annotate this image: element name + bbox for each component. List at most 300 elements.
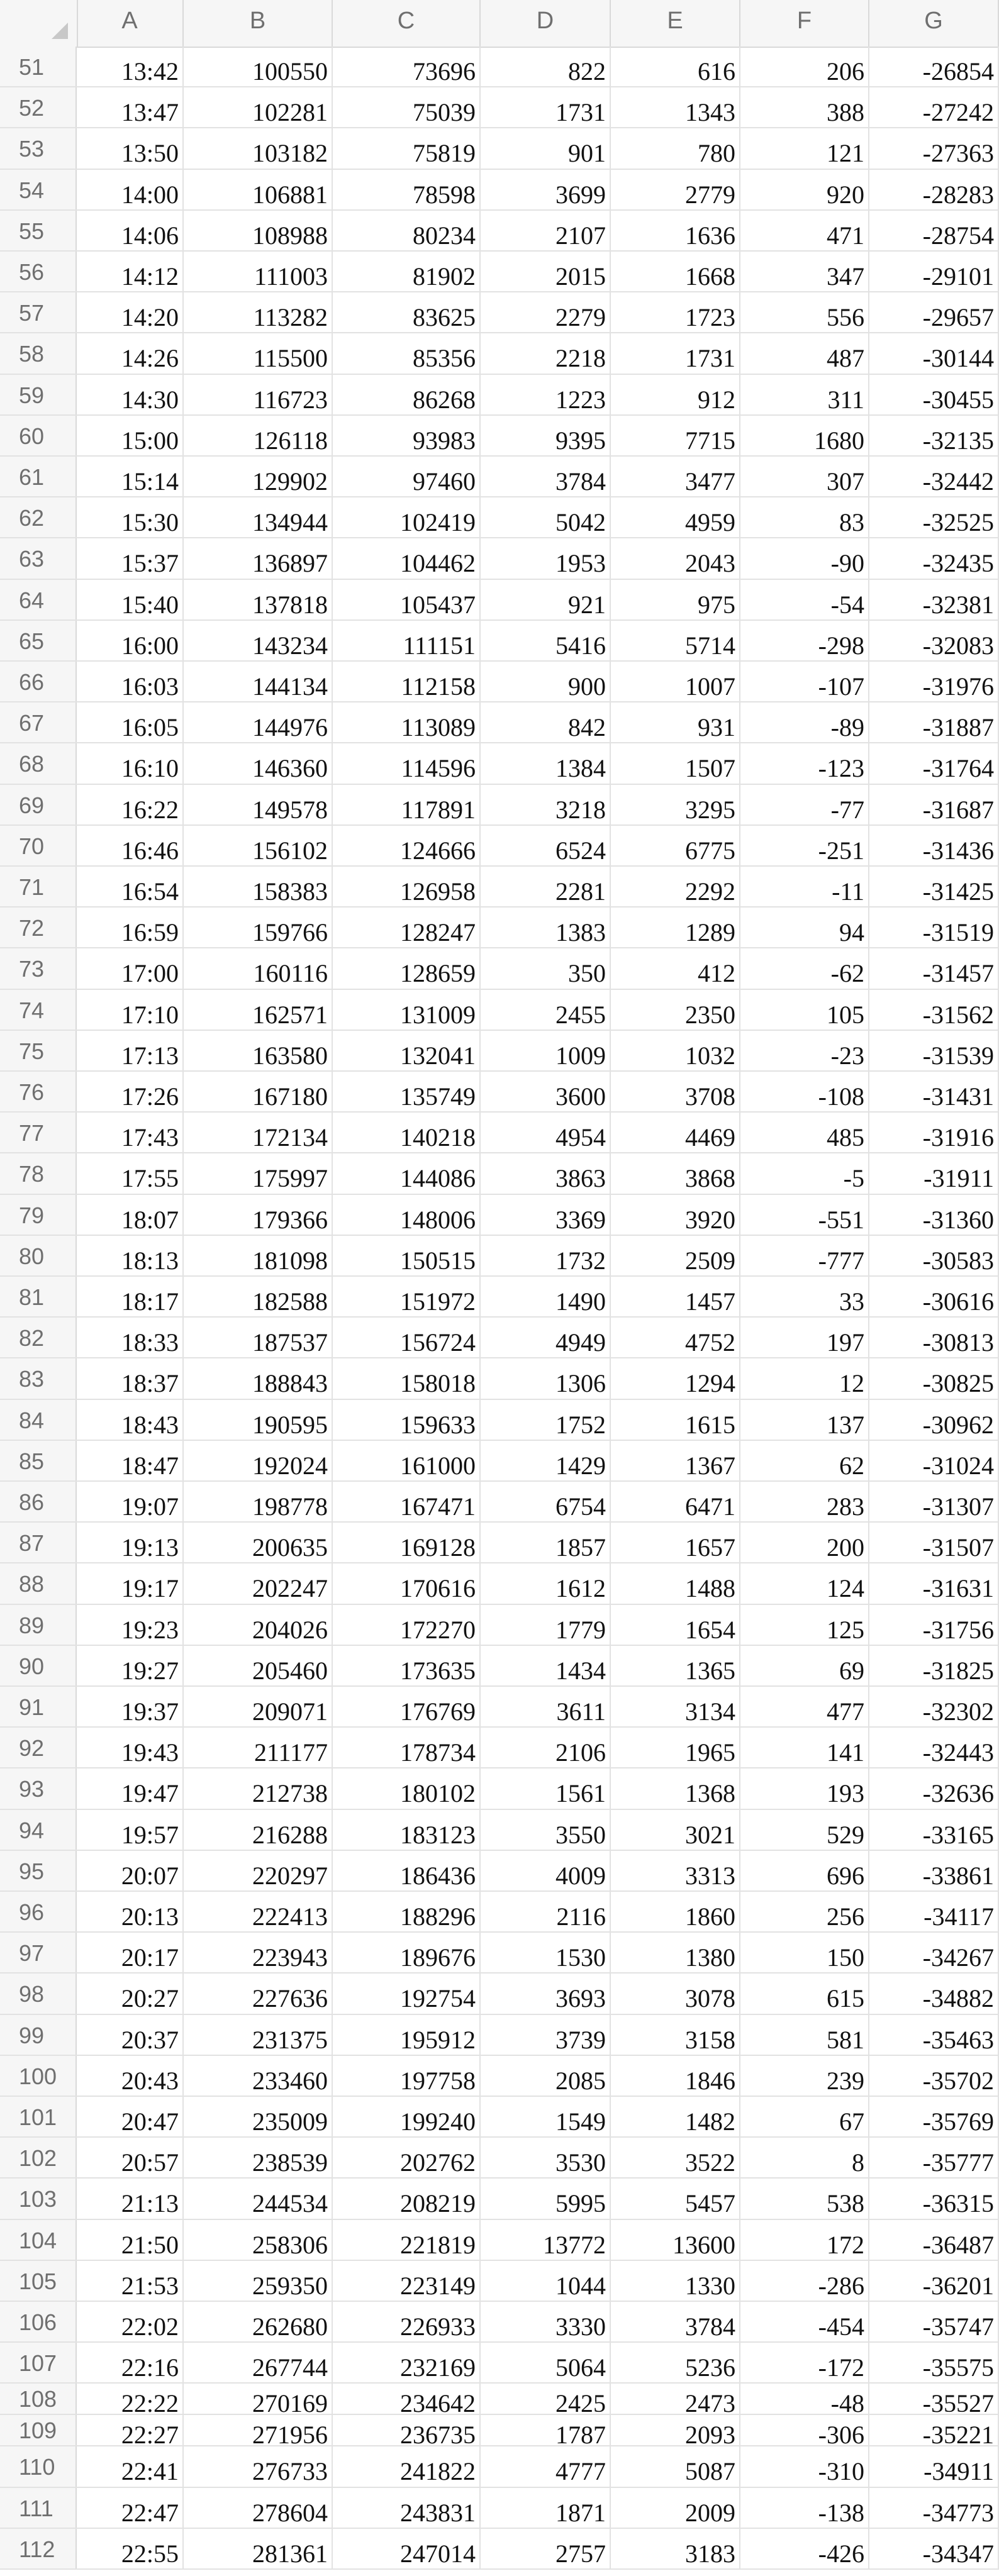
- cell-f[interactable]: -286: [740, 2261, 869, 2301]
- cell-g[interactable]: -31519: [869, 908, 999, 947]
- cell-b[interactable]: 137818: [184, 580, 333, 619]
- cell-d[interactable]: 3550: [481, 1810, 611, 1850]
- cell-e[interactable]: 5087: [611, 2446, 740, 2486]
- row-number[interactable]: 100: [0, 2056, 77, 2096]
- cell-c[interactable]: 73696: [333, 47, 481, 86]
- cell-c[interactable]: 111151: [333, 621, 481, 660]
- cell-f[interactable]: 538: [740, 2179, 869, 2218]
- cell-b[interactable]: 111003: [184, 252, 333, 291]
- cell-g[interactable]: -35702: [869, 2056, 999, 2096]
- row-number[interactable]: 90: [0, 1646, 77, 1685]
- cell-e[interactable]: 4469: [611, 1113, 740, 1152]
- cell-a[interactable]: 16:00: [77, 621, 184, 660]
- cell-b[interactable]: 270169: [184, 2384, 333, 2414]
- cell-d[interactable]: 1561: [481, 1768, 611, 1808]
- cell-a[interactable]: 16:59: [77, 908, 184, 947]
- cell-d[interactable]: 1612: [481, 1563, 611, 1603]
- cell-d[interactable]: 900: [481, 662, 611, 701]
- row-number[interactable]: 60: [0, 416, 77, 455]
- cell-d[interactable]: 350: [481, 948, 611, 988]
- cell-e[interactable]: 3522: [611, 2138, 740, 2177]
- cell-b[interactable]: 143234: [184, 621, 333, 660]
- cell-e[interactable]: 780: [611, 128, 740, 168]
- cell-c[interactable]: 75039: [333, 87, 481, 127]
- row-number[interactable]: 91: [0, 1687, 77, 1726]
- cell-a[interactable]: 20:13: [77, 1892, 184, 1931]
- cell-f[interactable]: 33: [740, 1277, 869, 1316]
- cell-c[interactable]: 172270: [333, 1605, 481, 1645]
- cell-d[interactable]: 842: [481, 702, 611, 742]
- cell-d[interactable]: 3530: [481, 2138, 611, 2177]
- cell-g[interactable]: -31539: [869, 1031, 999, 1070]
- cell-d[interactable]: 5995: [481, 2179, 611, 2218]
- cell-c[interactable]: 75819: [333, 128, 481, 168]
- cell-g[interactable]: -30583: [869, 1236, 999, 1275]
- cell-e[interactable]: 4959: [611, 497, 740, 537]
- cell-g[interactable]: -30813: [869, 1318, 999, 1357]
- cell-g[interactable]: -35527: [869, 2384, 999, 2414]
- row-number[interactable]: 72: [0, 908, 77, 947]
- cell-g[interactable]: -31916: [869, 1113, 999, 1152]
- cell-a[interactable]: 18:47: [77, 1441, 184, 1480]
- cell-c[interactable]: 150515: [333, 1236, 481, 1275]
- cell-c[interactable]: 113089: [333, 702, 481, 742]
- cell-c[interactable]: 117891: [333, 785, 481, 824]
- cell-f[interactable]: 172: [740, 2220, 869, 2260]
- cell-a[interactable]: 17:10: [77, 990, 184, 1030]
- cell-b[interactable]: 222413: [184, 1892, 333, 1931]
- cell-b[interactable]: 205460: [184, 1646, 333, 1685]
- cell-e[interactable]: 2093: [611, 2415, 740, 2445]
- cell-a[interactable]: 16:03: [77, 662, 184, 701]
- cell-a[interactable]: 14:20: [77, 292, 184, 332]
- cell-d[interactable]: 3699: [481, 170, 611, 209]
- cell-f[interactable]: -172: [740, 2343, 869, 2382]
- cell-g[interactable]: -34911: [869, 2446, 999, 2486]
- cell-c[interactable]: 195912: [333, 2015, 481, 2055]
- cell-b[interactable]: 211177: [184, 1728, 333, 1767]
- cell-c[interactable]: 124666: [333, 826, 481, 865]
- cell-b[interactable]: 160116: [184, 948, 333, 988]
- cell-c[interactable]: 226933: [333, 2302, 481, 2341]
- row-number[interactable]: 93: [0, 1768, 77, 1808]
- cell-a[interactable]: 14:30: [77, 375, 184, 414]
- cell-f[interactable]: 581: [740, 2015, 869, 2055]
- cell-c[interactable]: 173635: [333, 1646, 481, 1685]
- column-header-a[interactable]: A: [77, 0, 184, 47]
- cell-d[interactable]: 3693: [481, 1974, 611, 2013]
- row-number[interactable]: 94: [0, 1810, 77, 1850]
- cell-e[interactable]: 616: [611, 47, 740, 86]
- cell-d[interactable]: 921: [481, 580, 611, 619]
- cell-g[interactable]: -34267: [869, 1933, 999, 1972]
- cell-g[interactable]: -31431: [869, 1072, 999, 1111]
- cell-f[interactable]: 200: [740, 1523, 869, 1562]
- cell-b[interactable]: 259350: [184, 2261, 333, 2301]
- cell-d[interactable]: 5042: [481, 497, 611, 537]
- cell-d[interactable]: 2425: [481, 2384, 611, 2414]
- cell-d[interactable]: 4777: [481, 2446, 611, 2486]
- cell-f[interactable]: 12: [740, 1358, 869, 1398]
- cell-g[interactable]: -30455: [869, 375, 999, 414]
- cell-e[interactable]: 5457: [611, 2179, 740, 2218]
- cell-c[interactable]: 170616: [333, 1563, 481, 1603]
- cell-f[interactable]: -77: [740, 785, 869, 824]
- cell-f[interactable]: 239: [740, 2056, 869, 2096]
- cell-b[interactable]: 190595: [184, 1400, 333, 1440]
- cell-a[interactable]: 15:14: [77, 457, 184, 496]
- cell-d[interactable]: 1429: [481, 1441, 611, 1480]
- row-number[interactable]: 80: [0, 1236, 77, 1275]
- cell-e[interactable]: 1368: [611, 1768, 740, 1808]
- cell-e[interactable]: 1343: [611, 87, 740, 127]
- row-number[interactable]: 79: [0, 1195, 77, 1235]
- cell-c[interactable]: 105437: [333, 580, 481, 619]
- cell-b[interactable]: 209071: [184, 1687, 333, 1726]
- cell-d[interactable]: 1549: [481, 2097, 611, 2136]
- cell-f[interactable]: -251: [740, 826, 869, 865]
- cell-c[interactable]: 151972: [333, 1277, 481, 1316]
- cell-c[interactable]: 144086: [333, 1153, 481, 1193]
- select-all-triangle-icon[interactable]: [52, 23, 68, 39]
- cell-b[interactable]: 175997: [184, 1153, 333, 1193]
- cell-d[interactable]: 2106: [481, 1728, 611, 1767]
- cell-f[interactable]: 150: [740, 1933, 869, 1972]
- cell-f[interactable]: 105: [740, 990, 869, 1030]
- cell-e[interactable]: 2043: [611, 538, 740, 578]
- cell-e[interactable]: 13600: [611, 2220, 740, 2260]
- cell-a[interactable]: 19:43: [77, 1728, 184, 1767]
- row-number[interactable]: 105: [0, 2261, 77, 2301]
- cell-c[interactable]: 85356: [333, 333, 481, 373]
- row-number[interactable]: 96: [0, 1892, 77, 1931]
- cell-e[interactable]: 6775: [611, 826, 740, 865]
- cell-f[interactable]: 8: [740, 2138, 869, 2177]
- cell-f[interactable]: 256: [740, 1892, 869, 1931]
- cell-b[interactable]: 144134: [184, 662, 333, 701]
- cell-f[interactable]: -306: [740, 2415, 869, 2445]
- cell-b[interactable]: 146360: [184, 743, 333, 783]
- cell-c[interactable]: 241822: [333, 2446, 481, 2486]
- cell-b[interactable]: 192024: [184, 1441, 333, 1480]
- cell-e[interactable]: 1294: [611, 1358, 740, 1398]
- row-number[interactable]: 57: [0, 292, 77, 332]
- cell-d[interactable]: 1306: [481, 1358, 611, 1398]
- cell-d[interactable]: 4009: [481, 1851, 611, 1890]
- cell-e[interactable]: 1657: [611, 1523, 740, 1562]
- cell-f[interactable]: 283: [740, 1482, 869, 1521]
- cell-g[interactable]: -32442: [869, 457, 999, 496]
- cell-d[interactable]: 822: [481, 47, 611, 86]
- cell-b[interactable]: 262680: [184, 2302, 333, 2341]
- cell-g[interactable]: -32443: [869, 1728, 999, 1767]
- row-number[interactable]: 76: [0, 1072, 77, 1111]
- cell-f[interactable]: 347: [740, 252, 869, 291]
- cell-e[interactable]: 412: [611, 948, 740, 988]
- cell-g[interactable]: -31457: [869, 948, 999, 988]
- row-number[interactable]: 52: [0, 87, 77, 127]
- cell-d[interactable]: 1857: [481, 1523, 611, 1562]
- cell-d[interactable]: 1731: [481, 87, 611, 127]
- cell-e[interactable]: 1507: [611, 743, 740, 783]
- cell-d[interactable]: 6524: [481, 826, 611, 865]
- cell-a[interactable]: 19:47: [77, 1768, 184, 1808]
- cell-e[interactable]: 2509: [611, 1236, 740, 1275]
- row-number[interactable]: 87: [0, 1523, 77, 1562]
- cell-b[interactable]: 144976: [184, 702, 333, 742]
- cell-e[interactable]: 3134: [611, 1687, 740, 1726]
- cell-a[interactable]: 17:13: [77, 1031, 184, 1070]
- cell-e[interactable]: 1330: [611, 2261, 740, 2301]
- column-header-e[interactable]: E: [611, 0, 740, 47]
- cell-b[interactable]: 167180: [184, 1072, 333, 1111]
- cell-a[interactable]: 22:22: [77, 2384, 184, 2414]
- cell-f[interactable]: -62: [740, 948, 869, 988]
- cell-e[interactable]: 3183: [611, 2529, 740, 2568]
- cell-b[interactable]: 116723: [184, 375, 333, 414]
- cell-b[interactable]: 102281: [184, 87, 333, 127]
- cell-e[interactable]: 6471: [611, 1482, 740, 1521]
- cell-a[interactable]: 20:37: [77, 2015, 184, 2055]
- cell-a[interactable]: 19:37: [77, 1687, 184, 1726]
- cell-a[interactable]: 21:13: [77, 2179, 184, 2218]
- cell-f[interactable]: 193: [740, 1768, 869, 1808]
- cell-g[interactable]: -36315: [869, 2179, 999, 2218]
- cell-g[interactable]: -32381: [869, 580, 999, 619]
- cell-e[interactable]: 5714: [611, 621, 740, 660]
- cell-e[interactable]: 3920: [611, 1195, 740, 1235]
- cell-c[interactable]: 169128: [333, 1523, 481, 1562]
- cell-b[interactable]: 103182: [184, 128, 333, 168]
- cell-f[interactable]: 307: [740, 457, 869, 496]
- cell-e[interactable]: 7715: [611, 416, 740, 455]
- cell-c[interactable]: 97460: [333, 457, 481, 496]
- cell-g[interactable]: -34882: [869, 1974, 999, 2013]
- cell-b[interactable]: 216288: [184, 1810, 333, 1850]
- cell-g[interactable]: -33165: [869, 1810, 999, 1850]
- cell-c[interactable]: 135749: [333, 1072, 481, 1111]
- cell-f[interactable]: -426: [740, 2529, 869, 2568]
- cell-c[interactable]: 112158: [333, 662, 481, 701]
- cell-d[interactable]: 1434: [481, 1646, 611, 1685]
- cell-f[interactable]: 615: [740, 1974, 869, 2013]
- cell-c[interactable]: 243831: [333, 2488, 481, 2528]
- cell-e[interactable]: 3868: [611, 1153, 740, 1193]
- cell-e[interactable]: 3313: [611, 1851, 740, 1890]
- cell-a[interactable]: 16:54: [77, 867, 184, 906]
- cell-d[interactable]: 4949: [481, 1318, 611, 1357]
- cell-b[interactable]: 278604: [184, 2488, 333, 2528]
- cell-g[interactable]: -35463: [869, 2015, 999, 2055]
- cell-g[interactable]: -35769: [869, 2097, 999, 2136]
- cell-g[interactable]: -26854: [869, 47, 999, 86]
- cell-g[interactable]: -31911: [869, 1153, 999, 1193]
- cell-b[interactable]: 198778: [184, 1482, 333, 1521]
- cell-f[interactable]: 67: [740, 2097, 869, 2136]
- cell-b[interactable]: 187537: [184, 1318, 333, 1357]
- cell-g[interactable]: -35221: [869, 2415, 999, 2445]
- cell-e[interactable]: 1367: [611, 1441, 740, 1480]
- cell-c[interactable]: 159633: [333, 1400, 481, 1440]
- cell-c[interactable]: 132041: [333, 1031, 481, 1070]
- cell-e[interactable]: 1289: [611, 908, 740, 947]
- select-all-corner[interactable]: [0, 0, 78, 47]
- cell-b[interactable]: 276733: [184, 2446, 333, 2486]
- cell-b[interactable]: 212738: [184, 1768, 333, 1808]
- cell-c[interactable]: 232169: [333, 2343, 481, 2382]
- cell-e[interactable]: 1380: [611, 1933, 740, 1972]
- cell-a[interactable]: 21:50: [77, 2220, 184, 2260]
- cell-d[interactable]: 2015: [481, 252, 611, 291]
- row-number[interactable]: 107: [0, 2343, 77, 2382]
- cell-f[interactable]: -123: [740, 743, 869, 783]
- cell-c[interactable]: 86268: [333, 375, 481, 414]
- cell-a[interactable]: 20:07: [77, 1851, 184, 1890]
- cell-f[interactable]: 311: [740, 375, 869, 414]
- row-number[interactable]: 56: [0, 252, 77, 291]
- cell-f[interactable]: -54: [740, 580, 869, 619]
- cell-g[interactable]: -31436: [869, 826, 999, 865]
- cell-d[interactable]: 2116: [481, 1892, 611, 1931]
- cell-g[interactable]: -31024: [869, 1441, 999, 1480]
- cell-f[interactable]: -107: [740, 662, 869, 701]
- cell-c[interactable]: 102419: [333, 497, 481, 537]
- cell-e[interactable]: 1488: [611, 1563, 740, 1603]
- cell-a[interactable]: 22:16: [77, 2343, 184, 2382]
- cell-a[interactable]: 19:27: [77, 1646, 184, 1685]
- cell-c[interactable]: 208219: [333, 2179, 481, 2218]
- row-number[interactable]: 61: [0, 457, 77, 496]
- cell-a[interactable]: 19:17: [77, 1563, 184, 1603]
- cell-a[interactable]: 19:57: [77, 1810, 184, 1850]
- cell-d[interactable]: 2218: [481, 333, 611, 373]
- cell-a[interactable]: 16:10: [77, 743, 184, 783]
- cell-d[interactable]: 5416: [481, 621, 611, 660]
- cell-e[interactable]: 3158: [611, 2015, 740, 2055]
- cell-a[interactable]: 20:17: [77, 1933, 184, 1972]
- cell-e[interactable]: 1007: [611, 662, 740, 701]
- cell-a[interactable]: 18:37: [77, 1358, 184, 1398]
- cell-a[interactable]: 18:07: [77, 1195, 184, 1235]
- cell-f[interactable]: 197: [740, 1318, 869, 1357]
- cell-b[interactable]: 134944: [184, 497, 333, 537]
- cell-b[interactable]: 233460: [184, 2056, 333, 2096]
- cell-b[interactable]: 129902: [184, 457, 333, 496]
- cell-b[interactable]: 126118: [184, 416, 333, 455]
- cell-c[interactable]: 186436: [333, 1851, 481, 1890]
- cell-g[interactable]: -36201: [869, 2261, 999, 2301]
- cell-e[interactable]: 1860: [611, 1892, 740, 1931]
- cell-e[interactable]: 1731: [611, 333, 740, 373]
- cell-g[interactable]: -32435: [869, 538, 999, 578]
- cell-f[interactable]: -108: [740, 1072, 869, 1111]
- cell-a[interactable]: 22:02: [77, 2302, 184, 2341]
- row-number[interactable]: 92: [0, 1728, 77, 1767]
- cell-d[interactable]: 3218: [481, 785, 611, 824]
- cell-g[interactable]: -31425: [869, 867, 999, 906]
- row-number[interactable]: 66: [0, 662, 77, 701]
- cell-a[interactable]: 17:55: [77, 1153, 184, 1193]
- cell-d[interactable]: 1490: [481, 1277, 611, 1316]
- cell-d[interactable]: 1787: [481, 2415, 611, 2445]
- cell-g[interactable]: -28283: [869, 170, 999, 209]
- cell-e[interactable]: 1723: [611, 292, 740, 332]
- cell-b[interactable]: 100550: [184, 47, 333, 86]
- cell-c[interactable]: 93983: [333, 416, 481, 455]
- row-number[interactable]: 99: [0, 2015, 77, 2055]
- row-number[interactable]: 82: [0, 1318, 77, 1357]
- cell-a[interactable]: 21:53: [77, 2261, 184, 2301]
- cell-f[interactable]: -5: [740, 1153, 869, 1193]
- cell-b[interactable]: 227636: [184, 1974, 333, 2013]
- cell-f[interactable]: 696: [740, 1851, 869, 1890]
- cell-f[interactable]: 487: [740, 333, 869, 373]
- cell-d[interactable]: 1384: [481, 743, 611, 783]
- cell-a[interactable]: 20:43: [77, 2056, 184, 2096]
- cell-c[interactable]: 83625: [333, 292, 481, 332]
- cell-c[interactable]: 178734: [333, 1728, 481, 1767]
- cell-g[interactable]: -31687: [869, 785, 999, 824]
- cell-a[interactable]: 13:50: [77, 128, 184, 168]
- cell-a[interactable]: 15:30: [77, 497, 184, 537]
- cell-d[interactable]: 4954: [481, 1113, 611, 1152]
- column-header-g[interactable]: G: [869, 0, 999, 47]
- row-number[interactable]: 88: [0, 1563, 77, 1603]
- cell-e[interactable]: 2350: [611, 990, 740, 1030]
- cell-c[interactable]: 148006: [333, 1195, 481, 1235]
- row-number[interactable]: 102: [0, 2138, 77, 2177]
- cell-g[interactable]: -30616: [869, 1277, 999, 1316]
- cell-a[interactable]: 18:43: [77, 1400, 184, 1440]
- row-number[interactable]: 95: [0, 1851, 77, 1890]
- row-number[interactable]: 70: [0, 826, 77, 865]
- cell-a[interactable]: 16:05: [77, 702, 184, 742]
- cell-a[interactable]: 14:12: [77, 252, 184, 291]
- cell-c[interactable]: 180102: [333, 1768, 481, 1808]
- cell-d[interactable]: 2455: [481, 990, 611, 1030]
- cell-b[interactable]: 106881: [184, 170, 333, 209]
- cell-a[interactable]: 14:00: [77, 170, 184, 209]
- cell-f[interactable]: 1680: [740, 416, 869, 455]
- cell-f[interactable]: 121: [740, 128, 869, 168]
- cell-d[interactable]: 9395: [481, 416, 611, 455]
- cell-c[interactable]: 189676: [333, 1933, 481, 1972]
- cell-e[interactable]: 3295: [611, 785, 740, 824]
- cell-g[interactable]: -32083: [869, 621, 999, 660]
- cell-g[interactable]: -31360: [869, 1195, 999, 1235]
- cell-b[interactable]: 267744: [184, 2343, 333, 2382]
- cell-g[interactable]: -31507: [869, 1523, 999, 1562]
- cell-b[interactable]: 238539: [184, 2138, 333, 2177]
- cell-b[interactable]: 202247: [184, 1563, 333, 1603]
- cell-a[interactable]: 19:13: [77, 1523, 184, 1562]
- cell-e[interactable]: 2473: [611, 2384, 740, 2414]
- cell-d[interactable]: 6754: [481, 1482, 611, 1521]
- cell-c[interactable]: 234642: [333, 2384, 481, 2414]
- cell-c[interactable]: 247014: [333, 2529, 481, 2568]
- cell-c[interactable]: 78598: [333, 170, 481, 209]
- cell-e[interactable]: 4752: [611, 1318, 740, 1357]
- row-number[interactable]: 68: [0, 743, 77, 783]
- cell-f[interactable]: 124: [740, 1563, 869, 1603]
- cell-d[interactable]: 1779: [481, 1605, 611, 1645]
- cell-a[interactable]: 19:07: [77, 1482, 184, 1521]
- cell-g[interactable]: -29657: [869, 292, 999, 332]
- cell-g[interactable]: -31887: [869, 702, 999, 742]
- cell-f[interactable]: -11: [740, 867, 869, 906]
- row-number[interactable]: 101: [0, 2097, 77, 2136]
- row-number[interactable]: 65: [0, 621, 77, 660]
